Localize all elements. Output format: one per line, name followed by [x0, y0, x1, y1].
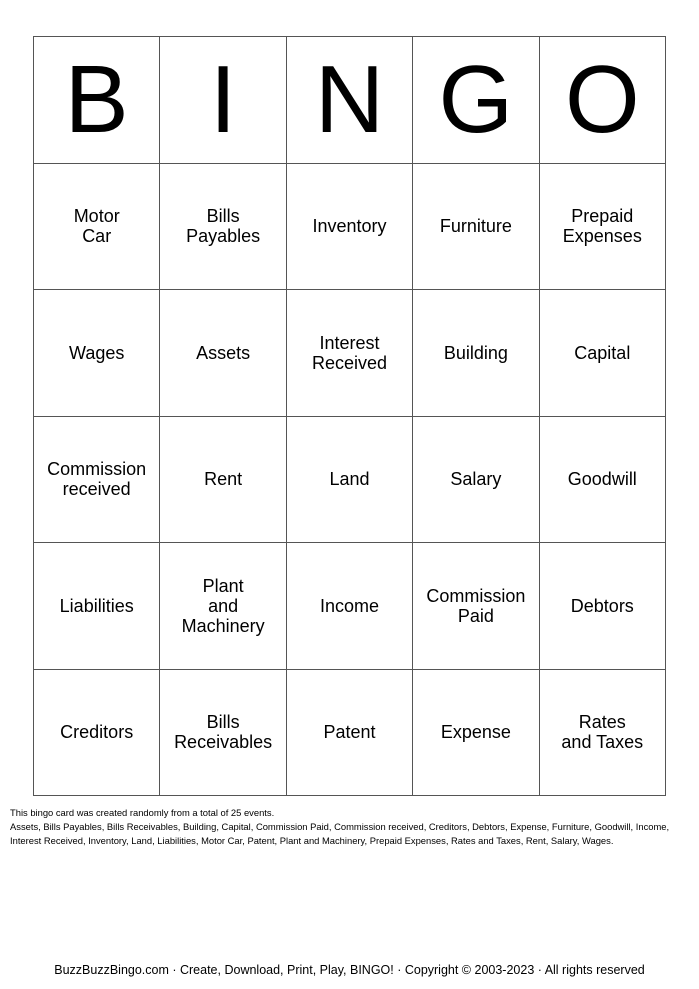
bingo-cell: Assets [160, 290, 286, 417]
bingo-card [33, 36, 666, 796]
card-info [10, 806, 690, 848]
bingo-cell: Interest Received [287, 290, 413, 417]
bingo-cell: Bills Receivables [160, 670, 286, 797]
bingo-cell: Expense [413, 670, 539, 797]
header-letter-o: O [540, 37, 666, 164]
bingo-cell: Motor Car [34, 164, 160, 291]
bingo-cell: Prepaid Expenses [540, 164, 666, 291]
bingo-cell: Goodwill [540, 417, 666, 544]
header-letter-n: N [287, 37, 413, 164]
bingo-cell: Rates and Taxes [540, 670, 666, 797]
bingo-cell: Salary [413, 417, 539, 544]
bingo-cell: Rent [160, 417, 286, 544]
bingo-cell: Land [287, 417, 413, 544]
bingo-cell: Bills Payables [160, 164, 286, 291]
header-letter-g: G [413, 37, 539, 164]
header-letter-i: I [160, 37, 286, 164]
header-letter-b: B [34, 37, 160, 164]
bingo-cell: Debtors [540, 543, 666, 670]
info-word-list: Assets, Bills Payables, Bills Receivables, Building, Capital, Commission Paid, Commission received, Creditors, Debtors, Expense, Furniture, Goodwill, Income, Interest Received, Inventory, Land, Liabilities, Motor Car, Patent, Plant and Machinery, Prepaid Expenses, Rates and Taxes, Rent, Salary, Wages. [10, 821, 670, 846]
bingo-cell: Plant and Machinery [160, 543, 286, 670]
bingo-cell: Commission Paid [413, 543, 539, 670]
bingo-cell: Inventory [287, 164, 413, 291]
bingo-cell: Furniture [413, 164, 539, 291]
bingo-cell: Patent [287, 670, 413, 797]
bingo-cell: Capital [540, 290, 666, 417]
copyright-footer: BuzzBuzzBingo.com · Create, Download, Print, Play, BINGO! · Copyright © 2003-2023 · All rights reserved [54, 963, 645, 977]
info-summary: This bingo card was created randomly from a total of 25 events. [10, 807, 275, 818]
bingo-cell: Income [287, 543, 413, 670]
bingo-cell: Wages [34, 290, 160, 417]
bingo-cell: Building [413, 290, 539, 417]
bingo-cell: Creditors [34, 670, 160, 797]
bingo-cell: Liabilities [34, 543, 160, 670]
bingo-cell: Commission received [34, 417, 160, 544]
